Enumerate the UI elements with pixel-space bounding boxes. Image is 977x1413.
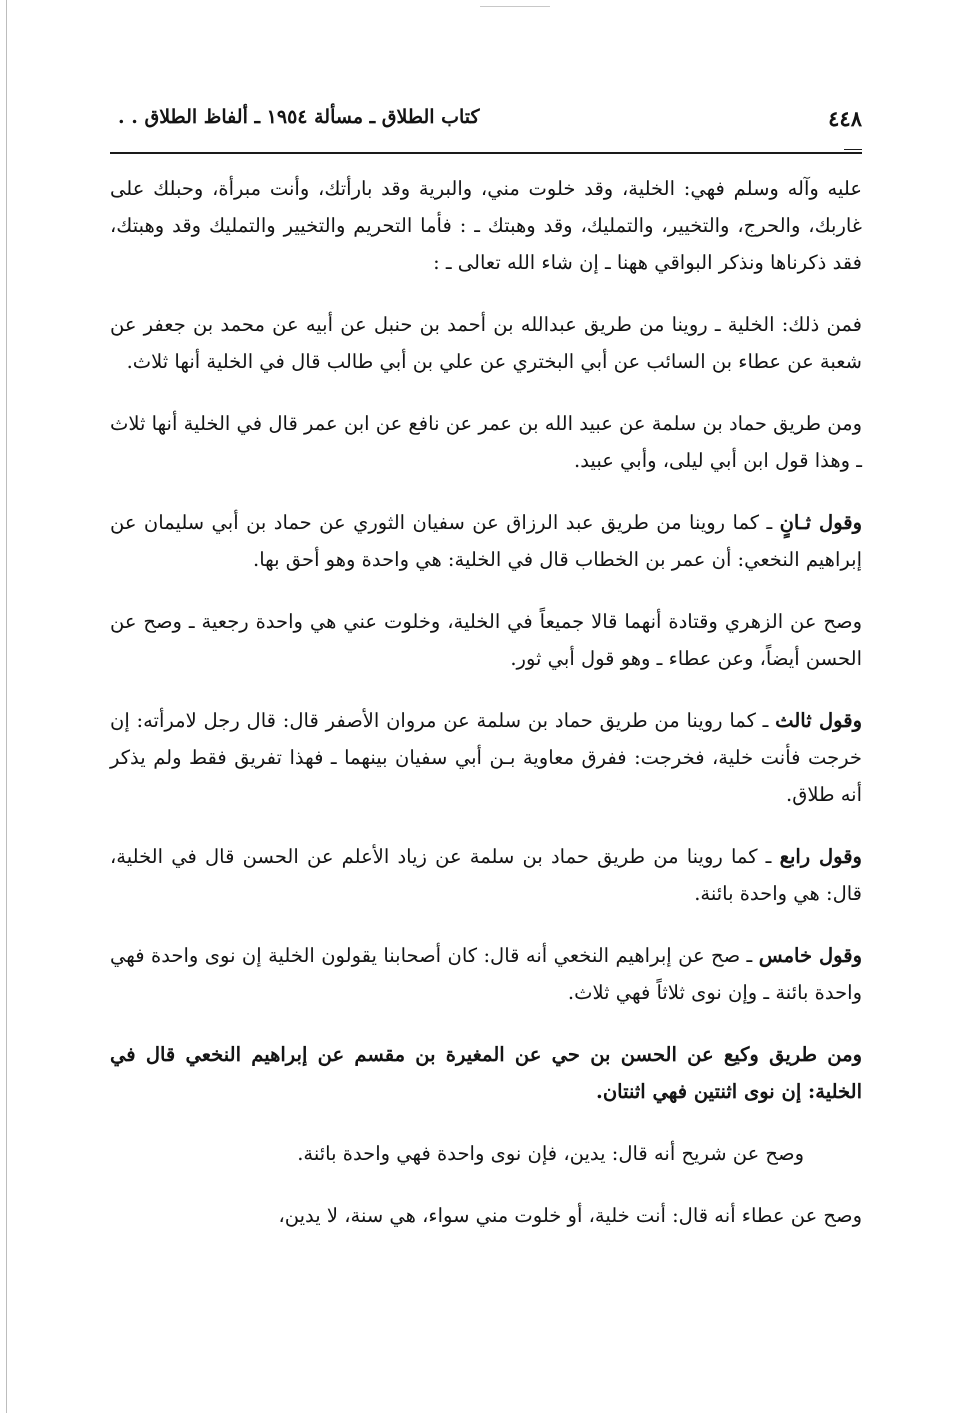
page-number: ٤٤٨: [828, 106, 862, 131]
paragraph-second-view: [110, 504, 862, 578]
paragraph-text: ومن طريق حماد بن سلمة عن عبيد الله بن عمر عن نافع عن ابن عمر قال في الخلية أنها ثلاث ـ وهذا قول ابن أبي ليلى، وأبي عبيد.: [110, 412, 862, 472]
running-title: كتاب الطلاق ـ مسألة ١٩٥٤ ـ ألفاظ الطلاق . .: [118, 106, 480, 128]
paragraph-lead: وقول رابع: [779, 845, 862, 868]
paragraph-lead: وقول ثـانٍ: [779, 511, 863, 534]
paragraph-lead: وقول خامس: [758, 944, 862, 967]
paragraph-fifth-view: [110, 937, 862, 1011]
paragraph-text: وصح عن الزهري وقتادة أنهما قالا جميعاً في الخلية، وخلوت عني هي واحدة رجعية ـ وصح عن الحسن أيضاً، وعن عطاء ـ وهو قول أبي ثور.: [110, 610, 862, 670]
paragraph-shurayh: [110, 1135, 862, 1172]
scan-edge-left: [6, 0, 7, 1413]
header-rule: [110, 152, 862, 154]
paragraph-third-view: [110, 702, 862, 813]
paragraph-lead: وقول ثالث: [775, 709, 862, 732]
header-rule-tail: [844, 149, 862, 150]
paragraph-text: وصح عن عطاء أنه قال: أنت خلية، أو خلوت مني سواء، هي سنة، لا يدين،: [278, 1204, 862, 1227]
scan-edge-top: [480, 6, 550, 7]
paragraph-ata: [110, 1197, 862, 1234]
paragraph-zuhri: [110, 603, 862, 677]
paragraph-text: ـ كما روينا من طريق حماد بن سلمة عن مروان الأصفر قال: قال رجل لامرأته: إن خرجت فأنت خلية، فخرجت: ففرق معاوية بـن أبي سفيان بينهما ـ فهذا تفريق فقط ولم يذكر أنه طلاق.: [110, 709, 862, 806]
paragraph-waki: [110, 1036, 862, 1110]
paragraph-text: ـ كما روينا من طريق عبد الرزاق عن سفيان الثوري عن حماد بن أبي سليمان عن إبراهيم النخعي: أن عمر بن الخطاب قال في الخلية: هي واحدة وهو أحق بها.: [110, 511, 862, 571]
page-header: [110, 102, 862, 142]
paragraph-text: ومن طريق وكيع عن الحسن بن حي عن المغيرة بن مقسم عن إبراهيم النخعي قال في الخلية: إن نوى اثنتين فهي اثنتان.: [110, 1043, 862, 1103]
paragraph-ibn-umar: [110, 405, 862, 479]
body-text: [110, 170, 862, 1259]
paragraph-fourth-view: [110, 838, 862, 912]
paragraph-first-view: [110, 306, 862, 380]
paragraph-text: وصح عن شريح أنه قال: يدين، فإن نوى واحدة فهي واحدة بائنة.: [297, 1142, 804, 1165]
paragraph-text: عليه وآله وسلم فهي: الخلية، وقد خلوت مني، والبرية وقد بارأتك، وأنت مبرأة، وحبلك على غاربك، والحرج، والتخيير، والتمليك، وقد وهبتك ـ : فأما التحريم والتخيير والتمليك وقد وهبتك، فقد ذكرناها ونذكر البواقي ههنا ـ إن شاء الله تعالى ـ :: [110, 177, 862, 274]
paragraph-text: فمن ذلك: الخلية ـ روينا من طريق عبدالله بن أحمد بن حنبل عن أبيه عن محمد بن جعفر عن شعبة عن عطاء بن السائب عن أبي البختري عن علي بن أبي طالب قال في الخلية أنها ثلاث.: [110, 313, 862, 373]
paragraph-intro: [110, 170, 862, 281]
paragraph-text: ـ كما روينا من طريق حماد بن سلمة عن زياد الأعلم عن الحسن قال في الخلية، قال: هي واحدة بائنة.: [110, 845, 862, 905]
paragraph-text: ـ صح عن إبراهيم النخعي أنه قال: كان أصحابنا يقولون الخلية إن نوى واحدة فهي واحدة بائنة ـ وإن نوى ثلاثاً فهي ثلاث.: [110, 944, 862, 1004]
